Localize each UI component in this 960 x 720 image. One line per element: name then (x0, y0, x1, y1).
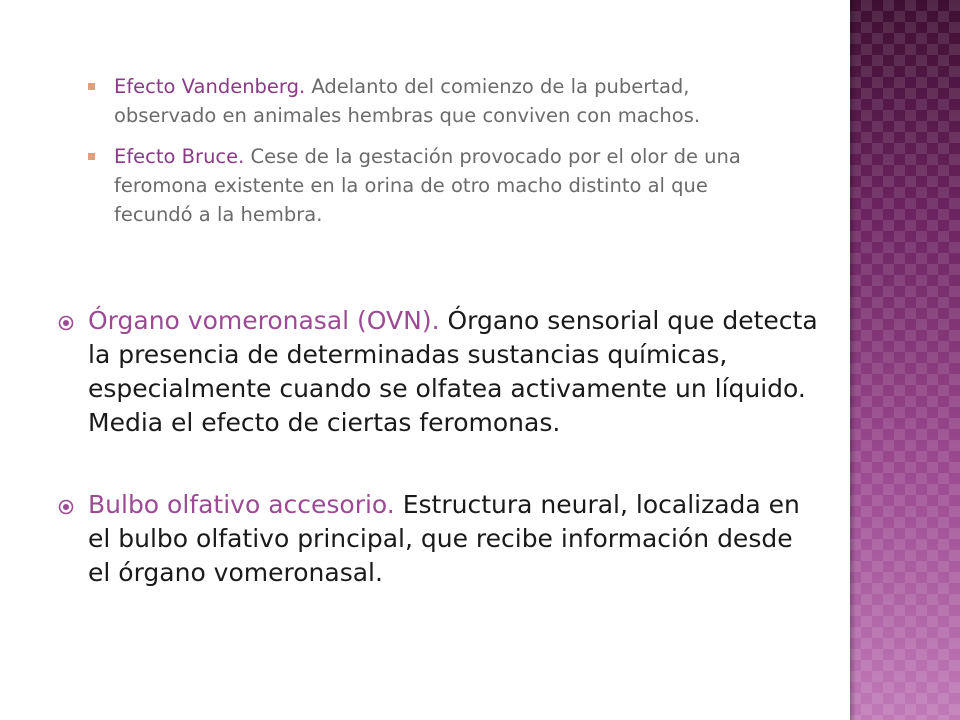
decorative-side-band (850, 0, 960, 720)
text-bulbo: Estructura neural, localizada en el bulbo olfativo principal, que recibe información desde el órgano vomeronasal. (88, 490, 800, 587)
circled-dot-icon (58, 499, 74, 515)
text-ovn: Órgano sensorial que detecta la presencia de determinadas sustancias químicas, especialmente cuando se olfatea activamente un líquido. Media el efecto de ciertas feromonas. (88, 306, 818, 437)
sub-bullet-bruce (86, 142, 746, 229)
square-bullet-icon (88, 153, 95, 160)
main-bullet-bulbo (58, 488, 818, 590)
term-bulbo: Bulbo olfativo accesorio. (88, 490, 395, 519)
square-bullet-icon (88, 83, 95, 90)
sub-bullet-list (86, 72, 746, 241)
main-bullet-ovn (58, 304, 818, 440)
term-ovn: Órgano vomeronasal (OVN). (88, 306, 440, 335)
text-bruce: Cese de la gestación provocado por el olor de una feromona existente en la orina de otro macho distinto al que fecundó a la hembra. (114, 145, 741, 226)
sub-bullet-vandenberg (86, 72, 746, 130)
text-vandenberg: Adelanto del comienzo de la pubertad, observado en animales hembras que conviven con machos. (114, 75, 701, 127)
main-bullet-list (58, 304, 818, 638)
circled-dot-icon (58, 315, 74, 331)
term-bruce: Efecto Bruce. (114, 145, 245, 168)
term-vandenberg: Efecto Vandenberg. (114, 75, 306, 98)
side-band-shadow (850, 0, 856, 720)
